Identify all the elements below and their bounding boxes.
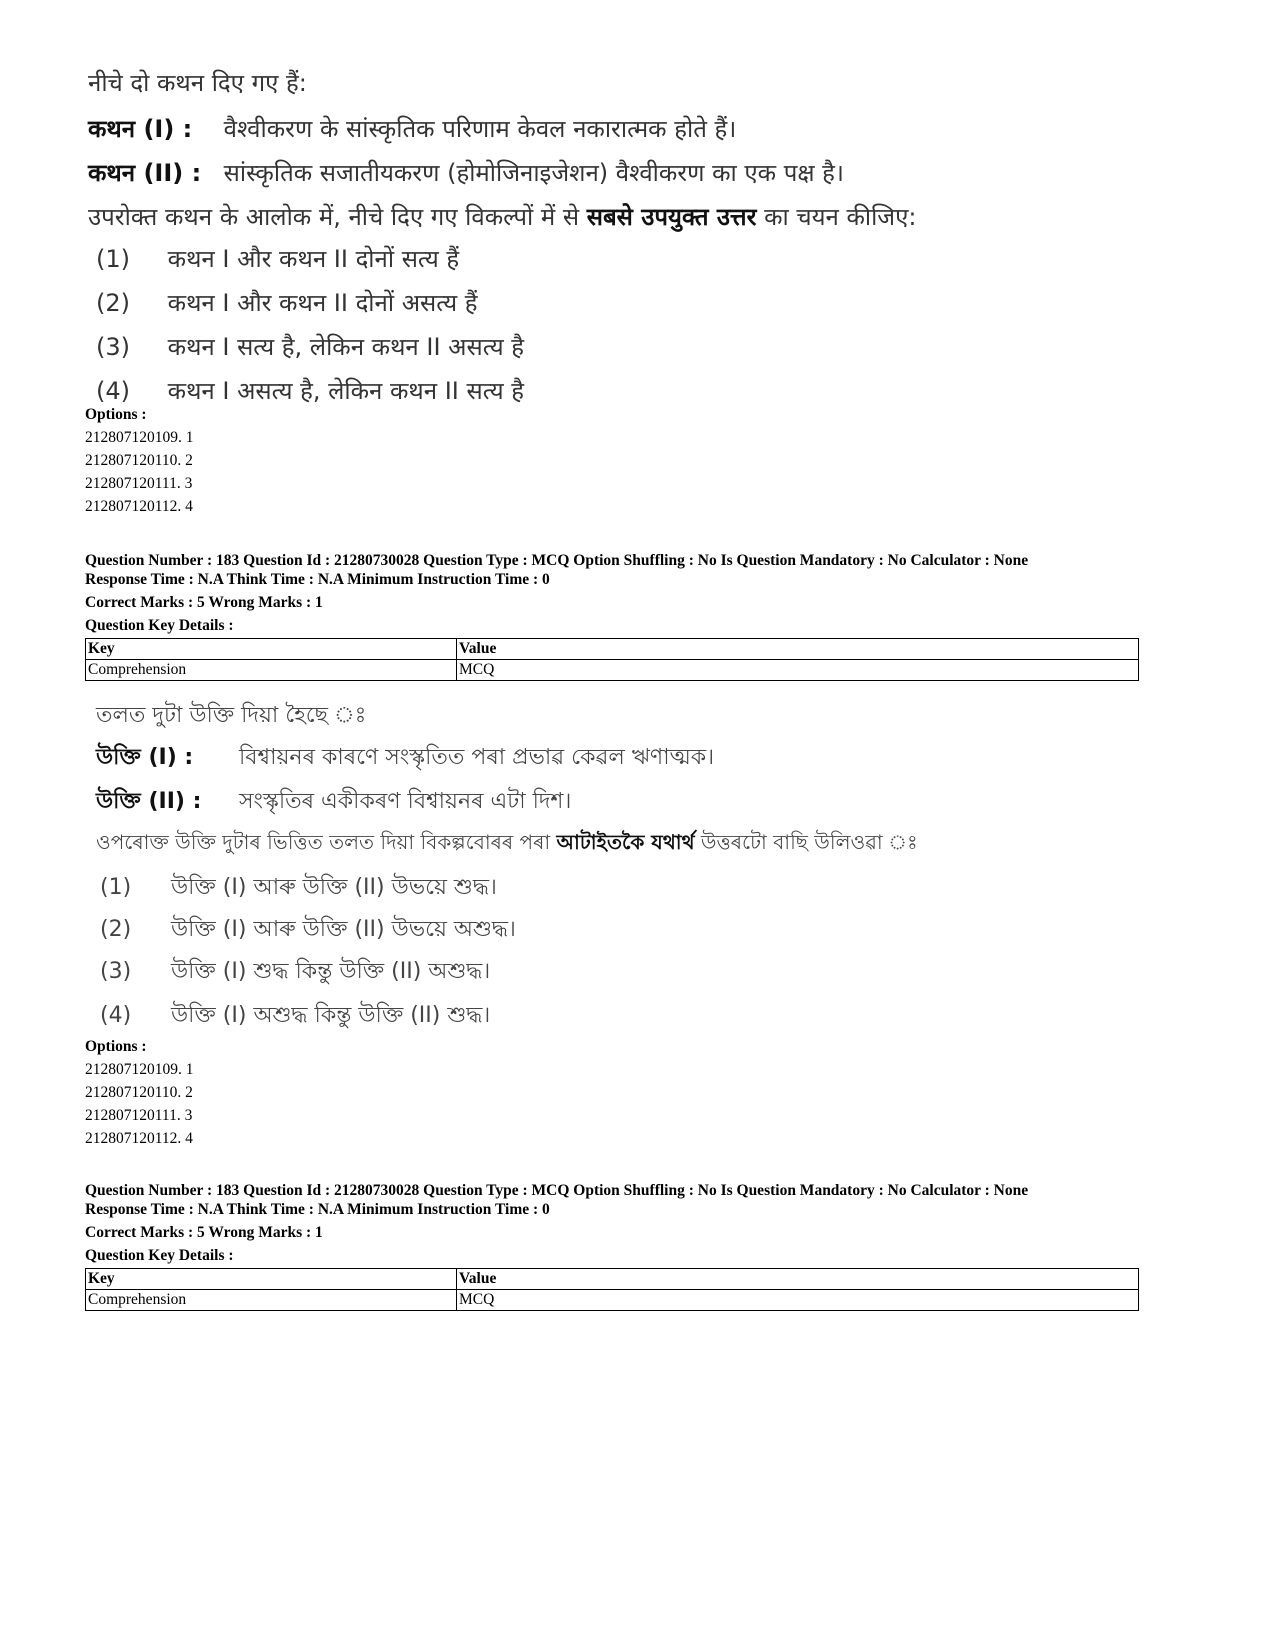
assamese-statement-2-text: সংস্কৃতিৰ একীকৰণ বিশ্বায়নৰ এটা দিশ। [239, 789, 572, 814]
hindi-option-number: (2) [96, 289, 130, 317]
table-cell-key: Comprehension [86, 1290, 457, 1311]
question-meta-line-2: Response Time : N.A Think Time : N.A Minimum Instruction Time : 0 [85, 571, 550, 588]
hindi-option-2 [96, 286, 478, 319]
question-key-details: Question Key Details : [85, 617, 234, 634]
table-header-row [86, 639, 1139, 660]
options-list-2 [85, 1035, 194, 1150]
assamese-option-3 [100, 954, 490, 991]
assamese-intro: তলত দুটা উক্তি দিয়া হৈছে ঃ [96, 703, 367, 728]
assamese-option-4 [100, 998, 490, 1035]
option-id-item: 212807120111. 3 [85, 1107, 193, 1124]
assamese-option-number: (3) [100, 959, 132, 984]
table-header-value: Value [457, 1269, 1139, 1290]
hindi-option-text: कथन I असत्य है, लेकिन कथन II सत्य है [167, 377, 524, 405]
hindi-option-number: (3) [96, 333, 130, 361]
assamese-statement-2 [96, 784, 571, 821]
assamese-direction-post: উত্তৰটো বাছি উলিওৱা ঃ [700, 830, 918, 854]
question-marks: Correct Marks : 5 Wrong Marks : 1 [85, 594, 323, 611]
assamese-direction [96, 828, 918, 861]
option-id-item: 212807120112. 4 [85, 1130, 193, 1147]
assamese-option-text: উক্তি (I) আৰু উক্তি (II) উভয়ে শুদ্ধ। [171, 875, 497, 900]
question-key-details: Question Key Details : [85, 1247, 234, 1264]
options-heading: Options : [85, 1038, 147, 1055]
hindi-statement-2 [88, 156, 844, 189]
hindi-statement-2-text: सांस्कृतिक सजातीयकरण (होमोजिनाइजेशन) वैश्वीकरण का एक पक्ष है। [223, 159, 845, 187]
hindi-statement-1 [88, 112, 736, 145]
table-header-row [86, 1269, 1139, 1290]
hindi-option-text: कथन I और कथन II दोनों सत्य हैं [167, 245, 460, 273]
option-id-item: 212807120112. 4 [85, 498, 193, 515]
option-id-item: 212807120110. 2 [85, 452, 193, 469]
hindi-option-number: (4) [96, 377, 130, 405]
hindi-direction-post: का चयन कीजिए: [764, 203, 917, 231]
options-list-1 [85, 403, 194, 518]
table-row [86, 660, 1139, 681]
table-cell-value: MCQ [457, 660, 1139, 681]
key-table-1 [85, 638, 1139, 681]
assamese-direction-pre: ওপৰোক্ত উক্তি দুটাৰ ভিত্তিত তলত দিয়া বিকল্পবোৰৰ পৰা [96, 830, 551, 854]
question-meta-line-1: Question Number : 183 Question Id : 21280730028 Question Type : MCQ Option Shuffling : No Is Question Mandatory : No Calculator : None [85, 1182, 1029, 1199]
hindi-option-3 [96, 330, 524, 363]
assamese-option-2 [100, 912, 516, 949]
hindi-direction-bold: सबसे उपयुक्त उत्तर [586, 203, 757, 231]
assamese-option-text: উক্তি (I) আৰু উক্তি (II) উভয়ে অশুদ্ধ। [171, 917, 516, 942]
assamese-statement-1-label: উক্তি (I) : [96, 745, 194, 770]
assamese-statement-2-label: উক্তি (II) : [96, 789, 202, 814]
table-header-key: Key [86, 639, 457, 660]
table-row [86, 1290, 1139, 1311]
assamese-direction-bold: আটাইতকৈ যথাৰ্থ [556, 830, 695, 854]
assamese-option-number: (2) [100, 917, 132, 942]
key-table-2 [85, 1268, 1139, 1311]
option-id-item: 212807120110. 2 [85, 1084, 193, 1101]
hindi-option-text: कथन I सत्य है, लेकिन कथन II असत्य है [167, 333, 524, 361]
table-header-key: Key [86, 1269, 457, 1290]
question-meta-1 [85, 551, 1185, 635]
option-id-item: 212807120109. 1 [85, 429, 194, 446]
question-meta-line-2: Response Time : N.A Think Time : N.A Minimum Instruction Time : 0 [85, 1201, 550, 1218]
assamese-statement-1-text: বিশ্বায়নৰ কাৰণে সংস্কৃতিত পৰা প্ৰভাৱ কেৱল ঋণাত্মক। [239, 745, 715, 770]
assamese-option-text: উক্তি (I) অশুদ্ধ কিন্তু উক্তি (II) শুদ্ধ। [171, 1003, 491, 1028]
question-meta-2 [85, 1181, 1185, 1265]
options-heading: Options : [85, 406, 147, 423]
assamese-statement-1 [96, 740, 714, 777]
hindi-direction-pre: उपरोक्त कथन के आलोक में, नीचे दिए गए विकल्पों में से [88, 203, 580, 231]
table-cell-key: Comprehension [86, 660, 457, 681]
assamese-option-number: (1) [100, 875, 132, 900]
assamese-option-1 [100, 870, 497, 907]
option-id-item: 212807120111. 3 [85, 475, 193, 492]
option-id-item: 212807120109. 1 [85, 1061, 194, 1078]
hindi-statement-2-label: कथन (II) : [88, 159, 202, 187]
question-marks: Correct Marks : 5 Wrong Marks : 1 [85, 1224, 323, 1241]
assamese-option-text: উক্তি (I) শুদ্ধ কিন্তু উক্তি (II) অশুদ্ধ। [171, 959, 491, 984]
hindi-option-1 [96, 242, 459, 275]
hindi-option-text: कथन I और कथन II दोनों असत्य हैं [167, 289, 478, 317]
hindi-statement-1-text: वैश्वीकरण के सांस्कृतिक परिणाम केवल नकारात्मक होते हैं। [223, 115, 737, 143]
hindi-option-number: (1) [96, 245, 130, 273]
table-cell-value: MCQ [457, 1290, 1139, 1311]
hindi-intro: नीचे दो कथन दिए गए हैं: [88, 69, 307, 97]
assamese-option-number: (4) [100, 1003, 132, 1028]
question-meta-line-1: Question Number : 183 Question Id : 21280730028 Question Type : MCQ Option Shuffling : No Is Question Mandatory : No Calculator : None [85, 552, 1029, 569]
hindi-statement-1-label: कथन (I) : [88, 115, 193, 143]
hindi-direction [88, 200, 916, 233]
table-header-value: Value [457, 639, 1139, 660]
